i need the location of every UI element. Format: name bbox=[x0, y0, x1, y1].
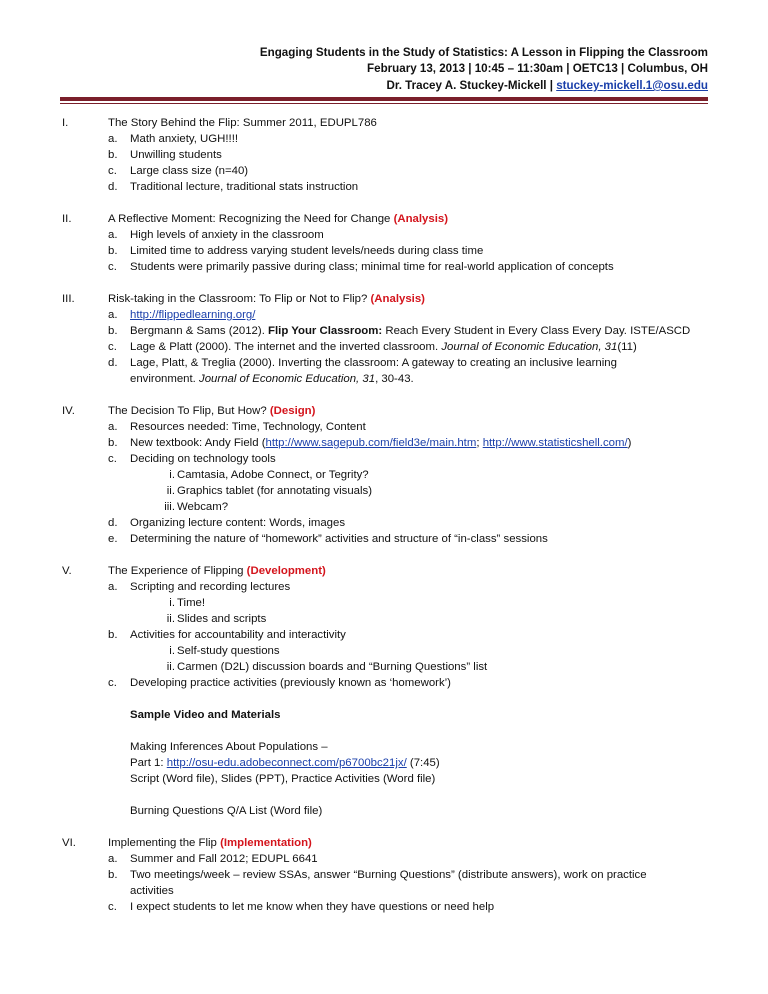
textbook-text: New textbook: Andy Field ( bbox=[130, 437, 266, 449]
section-title bbox=[108, 403, 315, 419]
citation-text: , 30-43. bbox=[375, 373, 414, 385]
list-item: Traditional lecture, traditional stats instruction bbox=[130, 181, 359, 193]
section-number: I. bbox=[62, 117, 69, 129]
list-item-continuation: activities bbox=[130, 885, 174, 897]
list-marker: b. bbox=[108, 245, 118, 257]
list-item: Organizing lecture content: Words, images bbox=[130, 517, 346, 529]
header-rule-thin bbox=[60, 103, 708, 104]
book-title: Flip Your Classroom: bbox=[268, 325, 383, 337]
list-item-continuation bbox=[130, 371, 414, 387]
sublist-item: Time! bbox=[177, 597, 206, 609]
list-marker: b. bbox=[108, 629, 118, 641]
section-number: IV. bbox=[62, 405, 75, 417]
journal-title: Journal of Economic Education, 31 bbox=[441, 341, 618, 353]
list-marker: a. bbox=[108, 581, 118, 593]
textbook-text: ) bbox=[627, 437, 632, 449]
section-title-text: A Reflective Moment: Recognizing the Need for Change bbox=[108, 213, 391, 225]
section-title bbox=[108, 291, 425, 307]
list-item: I expect students to let me know when they have questions or need help bbox=[130, 901, 495, 913]
list-marker: b. bbox=[108, 437, 118, 449]
sublist-marker: ii. bbox=[166, 661, 175, 673]
list-marker: a. bbox=[108, 133, 118, 145]
video-duration: (7:45) bbox=[409, 757, 440, 769]
sublist-marker: i. bbox=[169, 645, 175, 657]
list-marker: c. bbox=[108, 341, 117, 353]
list-item: Scripting and recording lectures bbox=[130, 581, 291, 593]
list-marker: c. bbox=[108, 677, 117, 689]
sublist-item: Webcam? bbox=[177, 501, 229, 513]
list-marker: d. bbox=[108, 517, 118, 529]
phase-tag: (Design) bbox=[269, 405, 316, 417]
qa-list: Burning Questions Q/A List (Word file) bbox=[130, 805, 323, 817]
phase-tag: (Development) bbox=[246, 565, 326, 577]
sublist-item: Graphics tablet (for annotating visuals) bbox=[177, 485, 373, 497]
list-marker: a. bbox=[108, 421, 118, 433]
section-number: II. bbox=[62, 213, 72, 225]
list-item: Summer and Fall 2012; EDUPL 6641 bbox=[130, 853, 318, 865]
list-marker: a. bbox=[108, 853, 118, 865]
video-part bbox=[130, 755, 440, 771]
list-marker: b. bbox=[108, 149, 118, 161]
list-item: Students were primarily passive during class; minimal time for real-world application of concepts bbox=[130, 261, 614, 273]
list-marker: b. bbox=[108, 325, 118, 337]
header-rule-thick bbox=[60, 97, 708, 101]
list-marker: b. bbox=[108, 869, 118, 881]
sublist-marker: iii. bbox=[164, 501, 175, 513]
citation-text: Reach Every Student in Every Class Every Day. ISTE/ASCD bbox=[385, 325, 691, 337]
sublist-marker: ii. bbox=[166, 485, 175, 497]
section-title-text: Risk-taking in the Classroom: To Flip or Not to Flip? bbox=[108, 293, 368, 305]
sublist-item: Camtasia, Adobe Connect, or Tegrity? bbox=[177, 469, 369, 481]
session-info: February 13, 2013 | 10:45 – 11:30am | OETC13 | Columbus, OH bbox=[367, 62, 708, 75]
document-title: Engaging Students in the Study of Statistics: A Lesson in Flipping the Classroom bbox=[259, 46, 708, 59]
list-marker: d. bbox=[108, 357, 118, 369]
section-number: V. bbox=[62, 565, 72, 577]
section-title-text: The Experience of Flipping bbox=[108, 565, 244, 577]
list-item: Unwilling students bbox=[130, 149, 222, 161]
list-marker: e. bbox=[108, 533, 118, 545]
section-title-text: Implementing the Flip bbox=[108, 837, 217, 849]
email-link[interactable]: stuckey-mickell.1@osu.edu bbox=[556, 79, 708, 92]
section-number: VI. bbox=[62, 837, 76, 849]
citation-text: Lage & Platt (2000). The internet and the inverted classroom. bbox=[130, 341, 439, 353]
presenter-name: Dr. Tracey A. Stuckey-Mickell | bbox=[386, 79, 553, 92]
flippedlearning-link[interactable]: http://flippedlearning.org/ bbox=[130, 309, 256, 321]
section-title: The Story Behind the Flip: Summer 2011, EDUPL786 bbox=[108, 117, 377, 129]
materials-files: Script (Word file), Slides (PPT), Practice Activities (Word file) bbox=[130, 773, 436, 785]
list-item: Limited time to address varying student levels/needs during class time bbox=[130, 245, 484, 257]
section-title bbox=[108, 563, 326, 579]
list-item: Math anxiety, UGH!!!! bbox=[130, 133, 239, 145]
list-item: Activities for accountability and interactivity bbox=[130, 629, 346, 641]
sublist-marker: i. bbox=[169, 597, 175, 609]
list-marker: a. bbox=[108, 229, 118, 241]
list-item: Two meetings/week – review SSAs, answer “Burning Questions” (distribute answers), work on practice bbox=[130, 869, 647, 881]
list-item: Large class size (n=40) bbox=[130, 165, 249, 177]
list-marker: c. bbox=[108, 901, 117, 913]
statisticshell-link[interactable]: http://www.statisticshell.com/ bbox=[482, 437, 628, 449]
list-marker: c. bbox=[108, 453, 117, 465]
section-title-text: The Decision To Flip, But How? bbox=[108, 405, 267, 417]
section-title bbox=[108, 835, 312, 851]
list-item: Lage, Platt, & Treglia (2000). Inverting the classroom: A gateway to creating an inclusive learning bbox=[130, 357, 617, 369]
list-item: Developing practice activities (previously known as ‘homework’) bbox=[130, 677, 451, 689]
list-item bbox=[130, 323, 690, 339]
sample-heading: Sample Video and Materials bbox=[130, 709, 281, 721]
part-label: Part 1: bbox=[130, 757, 164, 769]
list-marker: c. bbox=[108, 261, 117, 273]
adobeconnect-link[interactable]: http://osu-edu.adobeconnect.com/p6700bc21jx/ bbox=[166, 757, 407, 769]
list-item: Determining the nature of “homework” activities and structure of “in-class” sessions bbox=[130, 533, 548, 545]
link-separator: ; bbox=[476, 437, 480, 449]
list-item bbox=[130, 435, 631, 451]
list-item: High levels of anxiety in the classroom bbox=[130, 229, 324, 241]
citation-text: Bergmann & Sams (2012). bbox=[130, 325, 265, 337]
list-item bbox=[130, 339, 637, 355]
journal-title: Journal of Economic Education, 31 bbox=[199, 373, 376, 385]
sublist-marker: i. bbox=[169, 469, 175, 481]
list-marker: a. bbox=[108, 309, 118, 321]
list-item: Resources needed: Time, Technology, Content bbox=[130, 421, 366, 433]
section-title bbox=[108, 211, 448, 227]
citation-text: (11) bbox=[617, 341, 637, 353]
phase-tag: (Analysis) bbox=[370, 293, 425, 305]
section-number: III. bbox=[62, 293, 75, 305]
list-item: Deciding on technology tools bbox=[130, 453, 276, 465]
list-item bbox=[130, 307, 255, 323]
list-marker: c. bbox=[108, 165, 117, 177]
sagepub-link[interactable]: http://www.sagepub.com/field3e/main.htm bbox=[265, 437, 477, 449]
phase-tag: (Analysis) bbox=[393, 213, 449, 225]
sublist-item: Self-study questions bbox=[177, 645, 280, 657]
sublist-item: Carmen (D2L) discussion boards and “Burning Questions” list bbox=[177, 661, 488, 673]
citation-text: environment. bbox=[130, 373, 196, 385]
video-title: Making Inferences About Populations – bbox=[130, 741, 328, 753]
list-marker: d. bbox=[108, 181, 118, 193]
sublist-marker: ii. bbox=[166, 613, 175, 625]
phase-tag: (Implementation) bbox=[220, 837, 312, 849]
presenter-line bbox=[386, 78, 708, 94]
sublist-item: Slides and scripts bbox=[177, 613, 267, 625]
